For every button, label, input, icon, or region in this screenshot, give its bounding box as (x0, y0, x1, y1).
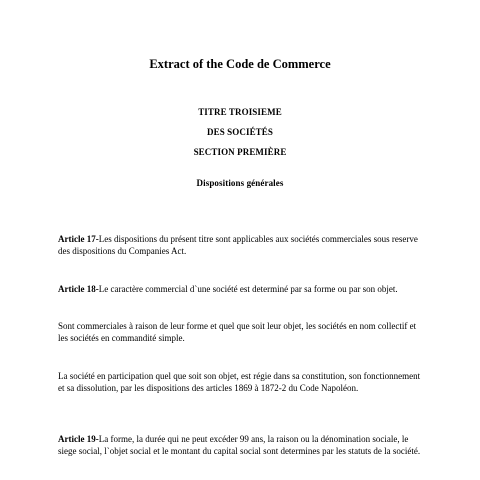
paragraph-article-19 (58, 433, 428, 457)
paragraph-text: Le caractère commercial d`une société est determiné par sa forme ou par son objet. (98, 284, 398, 294)
paragraph-text: La forme, la durée qui ne peut excéder 99 ans, la raison ou la dénomination sociale, le siege social, l`objet social et le montant du capital social sont determines par les statuts de la société. (58, 434, 421, 456)
heading-dispositions: Dispositions générales (196, 178, 284, 188)
heading-societes: DES SOCIÉTÉS (207, 127, 273, 137)
document-title: Extract of the Code de Commerce (149, 57, 331, 71)
paragraph-text: La société en participation quel que soit son objet, est régie dans sa constitution, son fonctionnement et sa dissolution, par les dispositions des articles 1869 à 1872-2 du Code Napoléon. (58, 371, 421, 393)
paragraph-participation (58, 370, 428, 394)
article-label: Article 19- (58, 434, 99, 444)
article-label: Article 18- (58, 284, 99, 294)
heading-titre: TITRE TROISIEME (198, 107, 282, 117)
article-label: Article 17- (58, 234, 99, 244)
paragraph-text: Sont commerciales à raison de leur forme et quel que soit leur objet, les sociétés en nom collectif et les sociétés en commandité simple. (58, 321, 417, 343)
paragraph-article-18 (58, 283, 428, 295)
paragraph-text: Les dispositions du présent titre sont applicables aux sociétés commerciales sous reserve des dispositions du Companies Act. (58, 234, 418, 256)
paragraph-article-17 (58, 233, 428, 257)
paragraph-commercial-form (58, 320, 428, 344)
heading-section: SECTION PREMIÈRE (193, 147, 287, 157)
